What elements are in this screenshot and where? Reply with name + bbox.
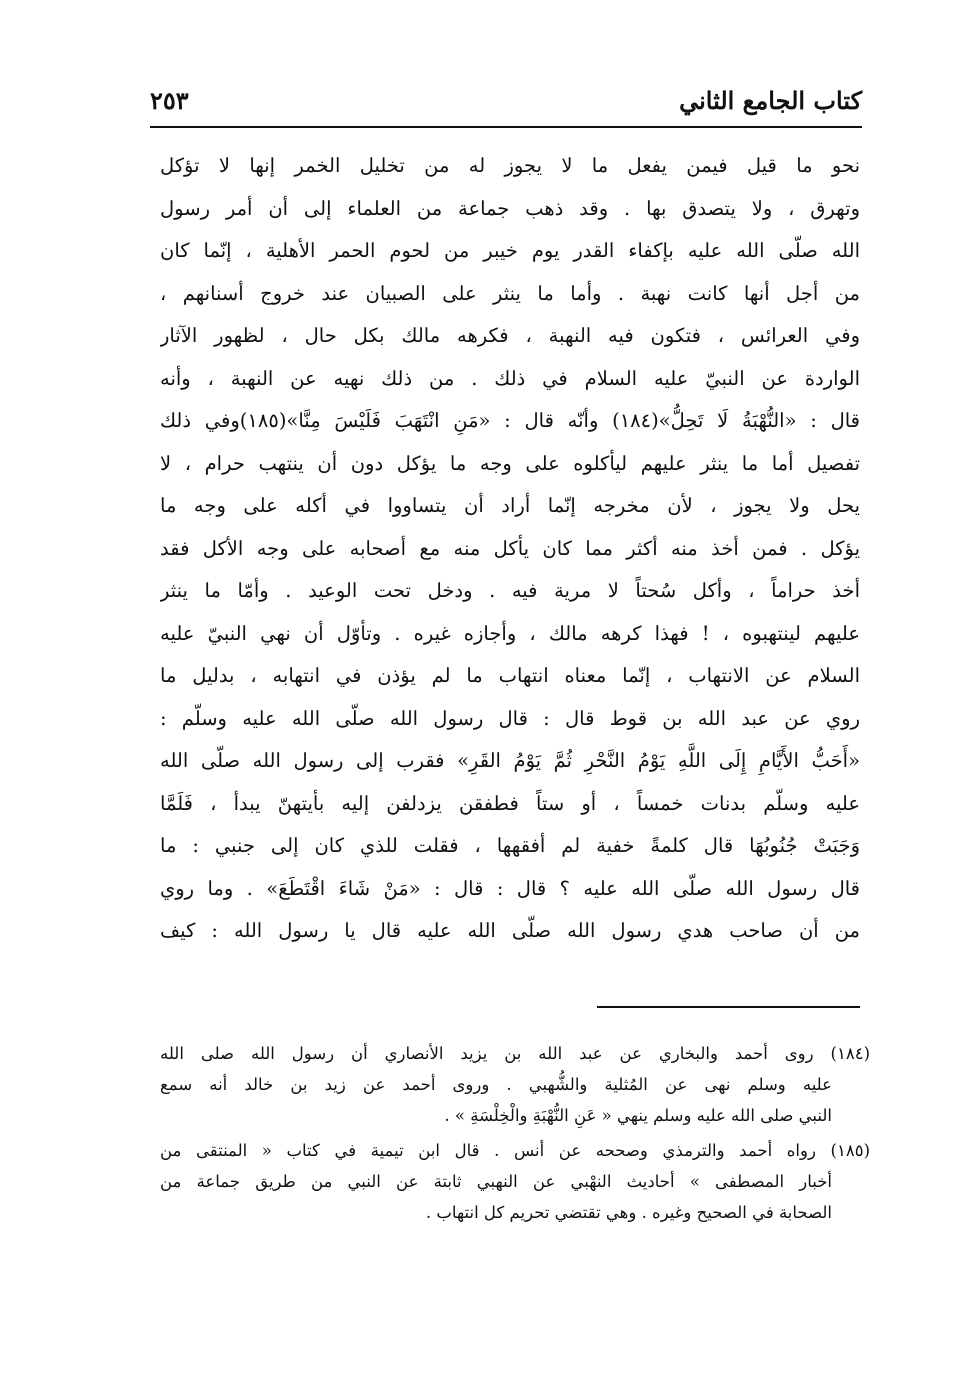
- text-line: وتهرق ، ولا يتصدق بها . وقد ذهب جماعة من العلماء إلى أن أمر رسول: [160, 196, 860, 220]
- running-title: كتاب الجامع الثاني: [679, 86, 862, 115]
- page-header: [150, 82, 862, 128]
- text-line: تفصيل أما ما ينثر عليهم ليأكلوه على وجه ما يؤكل دون أن ينتهب حرام ، لا: [160, 451, 860, 475]
- text-line: من أجل أنها كانت نهبة . وأما ما ينثر على الصبيان عند خروج أسنانهم ،: [160, 281, 860, 305]
- text-line: الله صلّى الله عليه بإكفاء القدر يوم خيبر من لحوم الحمر الأهلية ، إنّما كان: [160, 239, 860, 262]
- footnote-line: النبي صلى الله عليه وسلم ينهي « عَنِ النُّهْبَةِ والْخِلْسَةِ » .: [444, 1106, 832, 1125]
- footnote-line: الصحابة في الصحيح وغيره . وهي تقتضي تحريم كل انتهاب .: [425, 1203, 832, 1222]
- text-line: السلام عن الانتهاب ، إنّما معناه انتهاب ما لم يؤذن في انتهابه ، بدليل ما: [160, 664, 860, 687]
- text-line: قال : «النُّهْبَةُ لَا تَحِلُّ»(١٨٤) وأنّه قال : «مَنِ انْتَهَبَ فَلَيْسَ مِنَّا»(١٨٥)وفي ذلك: [160, 409, 860, 432]
- text-line: روي عن عبد الله بن قوط قال : قال رسول الله صلّى الله عليه وسلّم :: [160, 706, 860, 730]
- footnotes: [160, 1038, 870, 1228]
- text-line: وَجَبَتْ جُنُوبُهَا قال كلمةً خفية لم أفقهها ، فقلت للذي كان إلى جنبي : ما: [160, 834, 860, 857]
- footnote-line: أخبار المصطفى » أحاديث النهْبي عن النهبي ثابتة عن النبي من طريق جماعة من: [160, 1172, 833, 1191]
- text-line: أخذ حراماً ، وأكل سُحتاً لا مرية فيه . ودخل تحت الوعيد . وأمّا ما ينثر: [160, 579, 860, 602]
- footnote-line: (١٨٤) روى أحمد والبخاري عن عبد الله بن يزيد الأنصاري أن رسول الله صلى الله: [160, 1044, 870, 1063]
- footnote-line: (١٨٥) رواه أحمد والترمذي وصححه عن أنس . قال ابن تيمية في كتاب « المنتقى من: [160, 1141, 870, 1160]
- text-line: عليه وسلّم بدنات خمساً ، أو ستاً فطفقن يزدلفن إليه بأيتهنّ يبدأ ، فَلَمَّا: [160, 791, 860, 815]
- footnote-185: [160, 1135, 870, 1228]
- text-line: يحل ولا يجوز ، لأن مخرجه إنّما أراد أن يتساووا في أكله على وجه ما: [160, 494, 860, 517]
- text-line: يؤكل . فمن أخذ منه أكثر مما كان يأكل منه مع أصحابه على وجه الأكل فقد: [160, 536, 860, 560]
- main-text: [160, 145, 860, 953]
- text-line: قال رسول الله صلّى الله عليه ؟ قال : قال : «مَنْ شَاءَ اقْتَطَعَ» . وما روي: [160, 876, 860, 900]
- text-line: عليهم لينتهبوه ، ! فهذا كرهه مالك ، وأجازه غيره . وتأوّل أن نهي النبيّ عليه: [160, 621, 860, 645]
- text-line: نحو ما قيل فيمن يفعل ما لا يجوز له من تخليل الخمر إنها لا تؤكل: [160, 154, 860, 177]
- page-number: ٢٥٣: [150, 86, 189, 115]
- footnote-184: [160, 1038, 870, 1131]
- text-line: وفي العرائس ، فتكون فيه النهبة ، فكرهه مالك بكل حال ، لظهور الآثار: [160, 324, 860, 347]
- footnote-separator: [597, 1006, 860, 1008]
- text-line: الواردة عن النبيّ عليه السلام في ذلك . من ذلك نهيه عن النهبة ، وأنه: [160, 366, 860, 390]
- footnote-line: عليه وسلم نهى عن المُثلية والشُّهبي . وروى أحمد عن زيد بن خالد أنه سمع: [160, 1075, 832, 1094]
- text-line: «أَحَبُّ الأَيَّامِ إِلَى اللَّهِ يَوْمُ النَّحْرِ ثُمَّ يَوْمُ القَرِ» فقرب إلى رسول الله صلّى الله: [160, 749, 860, 772]
- text-line: من أن صاحب هدي رسول الله صلّى الله عليه قال يا رسول الله : كيف: [160, 919, 860, 942]
